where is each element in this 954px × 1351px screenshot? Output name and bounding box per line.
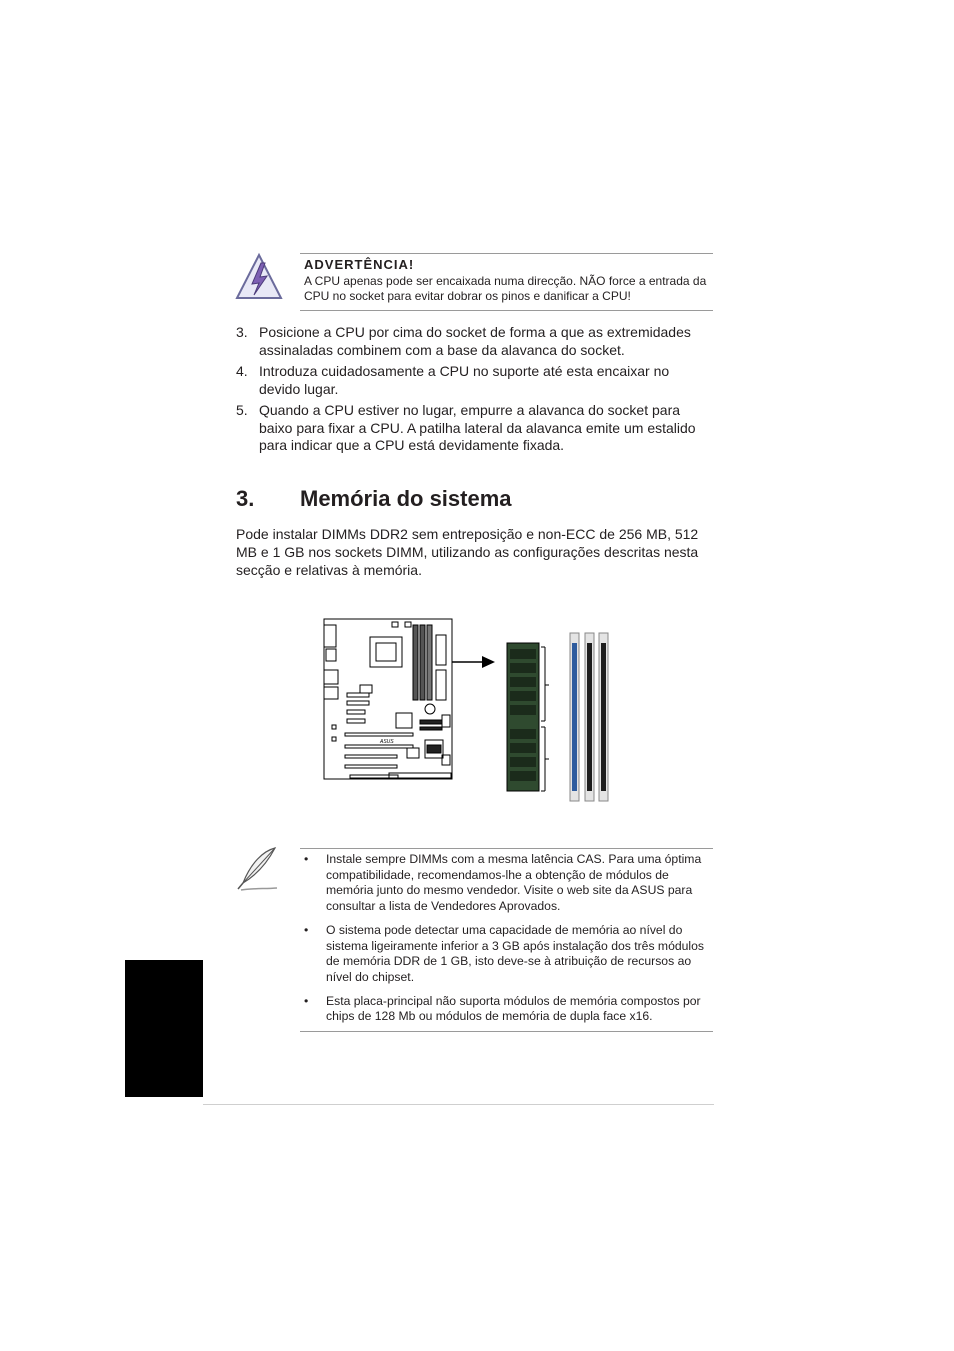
step-text: Introduza cuidadosamente a CPU no suporte até esta encaixar no devido lugar.: [259, 363, 670, 397]
language-side-tab: [125, 960, 203, 1097]
notes-top-rule: [300, 848, 713, 849]
step-item: [236, 363, 714, 398]
motherboard-dimm-figure: [320, 615, 620, 810]
note-item: [304, 994, 714, 1025]
note-item: [304, 923, 714, 986]
step-number: 5.: [236, 402, 248, 418]
step-text: Posicione a CPU por cima do socket de forma a que as extremidades assinaladas combinem com a base da alavanca do socket.: [259, 324, 691, 358]
step-item: [236, 402, 714, 455]
notes-bottom-rule: [300, 1031, 713, 1032]
dimm-sockets: [570, 633, 608, 801]
bullet: •: [304, 922, 309, 937]
step-item: [236, 324, 714, 359]
steps-list: [236, 324, 714, 459]
section-number: 3.: [236, 486, 255, 511]
note-text: Esta placa-principal não suporta módulos de memória compostos por chips de 128 Mb ou módulos de memória de dupla face x16.: [326, 993, 701, 1024]
step-text: Quando a CPU estiver no lugar, empurre a alavanca do socket para baixo para fixar a CPU. A patilha lateral da alavanca emite um estalido para indicar que a CPU está devidamente fixada.: [259, 402, 696, 453]
notes-list: [304, 852, 714, 1033]
step-number: 3.: [236, 324, 248, 340]
note-text: O sistema pode detectar uma capacidade de memória ao nível do sistema ligeiramente inferior a 3 GB após instalação dos três módulos de memória DDR de 1 GB, isto deve-se à atribuição de recursos ao nível do chipset.: [326, 922, 704, 984]
board-logo: ASUS: [380, 739, 394, 745]
warning-bottom-rule: [300, 310, 713, 311]
ddr2-module: [507, 643, 549, 791]
motherboard-layout: [324, 619, 452, 779]
step-number: 4.: [236, 363, 248, 379]
warning-text: A CPU apenas pode ser encaixada numa direcção. NÃO force a entrada da CPU no socket para evitar dobrar os pinos e danificar a CPU!: [304, 274, 707, 303]
figure-arrow-head: [482, 656, 495, 668]
note-item: [304, 852, 714, 915]
section-heading: [236, 486, 512, 512]
warning-triangle-icon: [234, 252, 284, 302]
bullet: •: [304, 852, 309, 866]
note-text: Instale sempre DIMMs com a mesma latência CAS. Para uma óptima compatibilidade, recomendamos-lhe a obtenção de módulos de memória junto do mesmo vendedor. Visite o web site da ASUS para consultar a lista de Vendedores Aprovados.: [326, 852, 702, 914]
warning-top-rule: [300, 253, 713, 254]
footer-rule: [203, 1104, 714, 1105]
section-intro: Pode instalar DIMMs DDR2 sem entreposição e non-ECC de 256 MB, 512 MB e 1 GB nos sockets DIMM, utilizando as configurações descritas nesta secção e relativas à memória.: [236, 526, 699, 578]
section-title: Memória do sistema: [300, 486, 512, 511]
feather-pen-icon: [233, 845, 283, 893]
bullet: •: [304, 993, 309, 1008]
warning-title: ADVERTÊNCIA!: [304, 257, 415, 272]
